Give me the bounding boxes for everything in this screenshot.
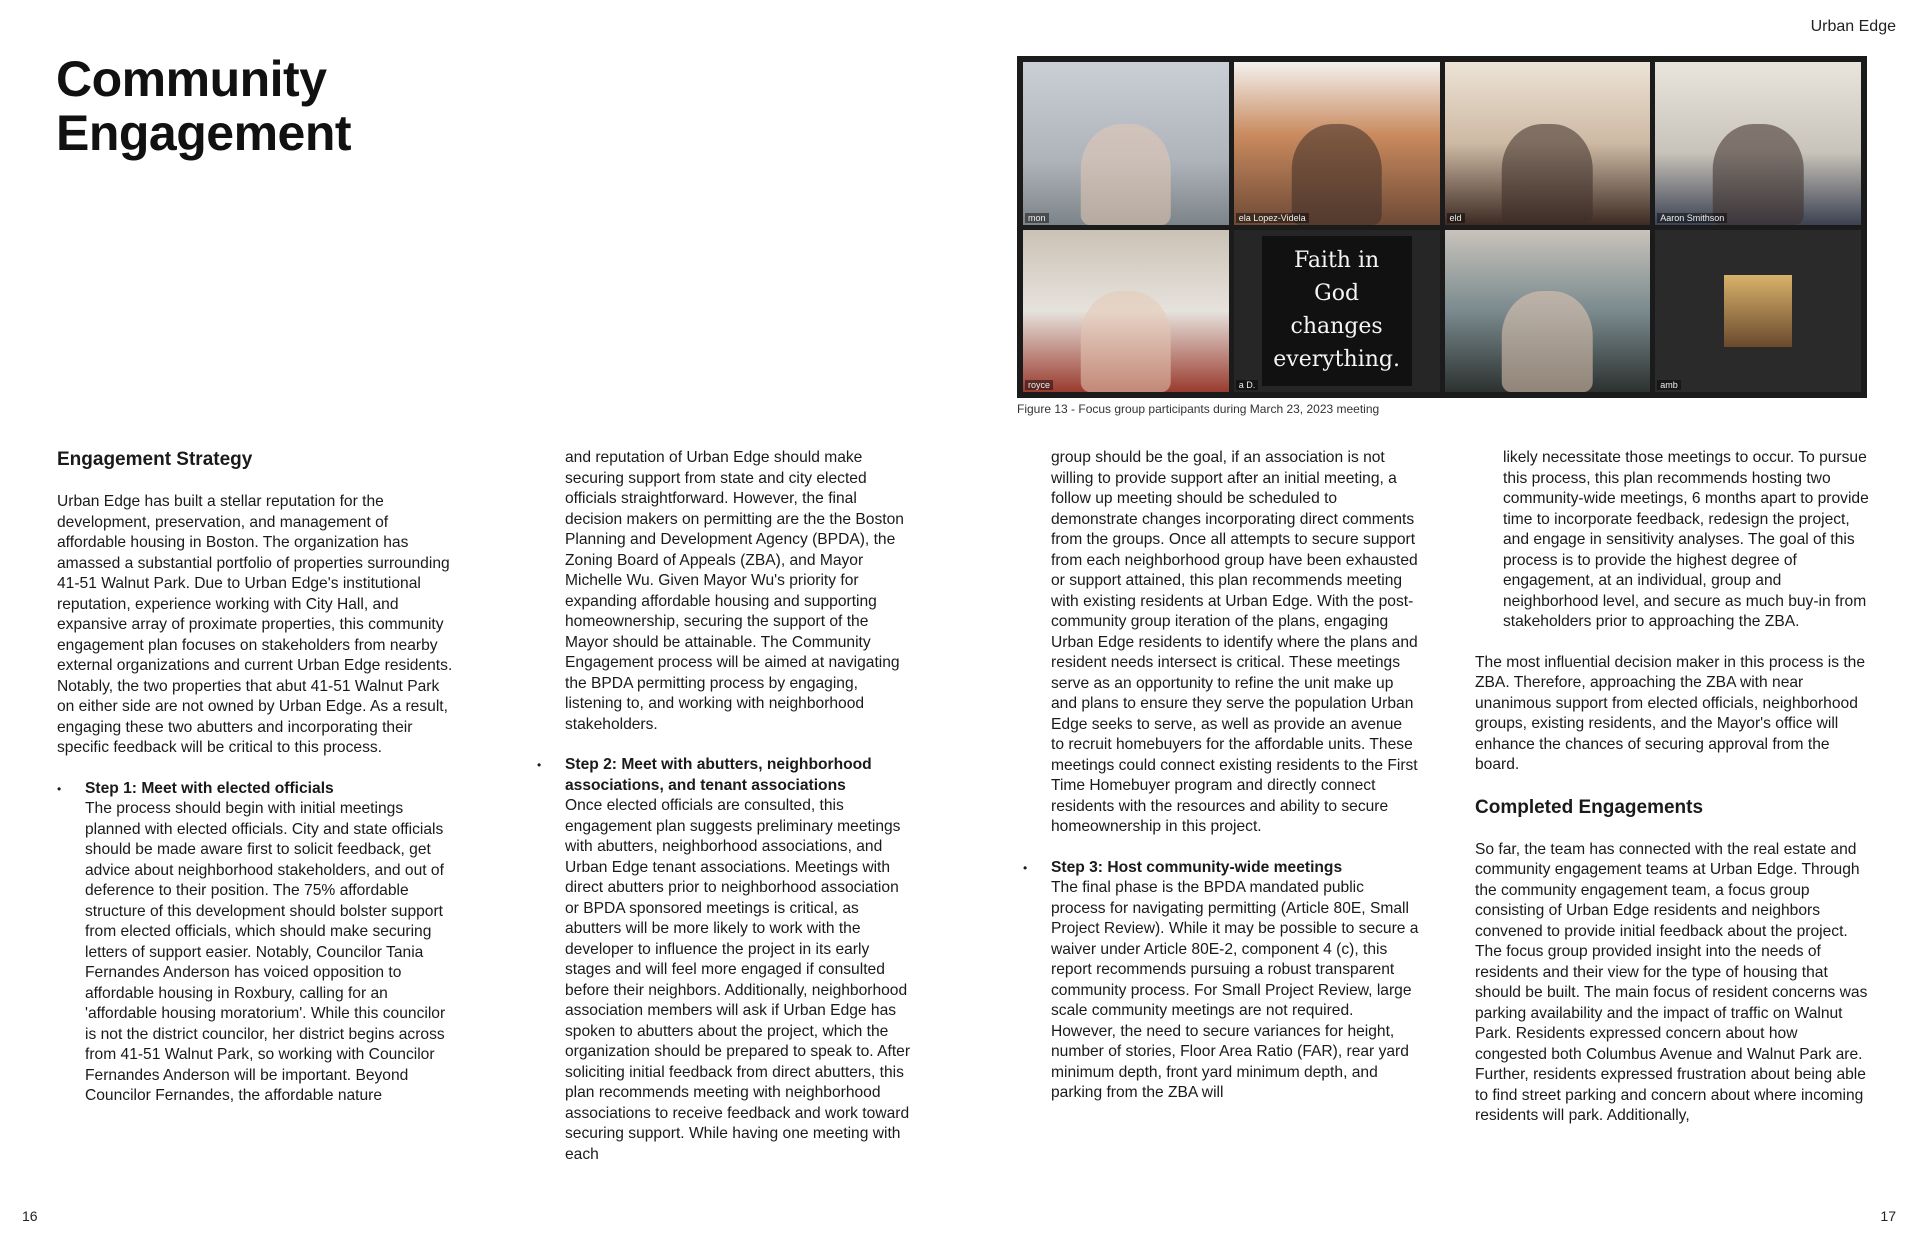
- step-item: [57, 779, 455, 1107]
- section-heading: Completed Engagements: [1475, 796, 1704, 818]
- participant-name: royce: [1025, 380, 1053, 390]
- participant-tile: [1445, 62, 1651, 225]
- participant-tile: [1023, 62, 1229, 225]
- participant-tile: [1234, 230, 1440, 393]
- paragraph: and reputation of Urban Edge should make securing support from state and city elected officials straightforward. However, the final decision makers on permitting are the the Boston Planning and Development Agency (BPDA), the Zoning Board of Appeals (ZBA), and Mayor Michelle Wu. Given Mayor Wu's priority for expanding affordable housing and supporting homeownership, securing the support of the Mayor should be attainable. The Community Engagement process will be aimed at navigating the BPDA permitting process by engaging, listening to, and working with neighborhood stakeholders.: [565, 449, 904, 733]
- text-column-4: [1475, 448, 1871, 1147]
- text-column-3: [1023, 448, 1419, 1124]
- participant-figure: [1081, 291, 1172, 392]
- bullet-icon: •: [537, 758, 542, 772]
- figure-caption: Figure 13 - Focus group participants during March 23, 2023 meeting: [1017, 402, 1380, 416]
- step-item: [537, 755, 913, 1165]
- paragraph: likely necessitate those meetings to occur. To pursue this process, this plan recommends hosting two community-wide meetings, 6 months apart to provide time to incorporate feedback, redesign the project, and engage in sensitivity analyses. The goal of this process is to provide the highest degree of engagement, at an individual, group and neighborhood level, and secure as much buy-in from stakeholders prior to approaching the ZBA.: [1503, 449, 1869, 630]
- brand-header: Urban Edge: [1810, 18, 1896, 35]
- participant-name: amb: [1657, 380, 1681, 390]
- card-line: everything.: [1273, 346, 1400, 372]
- page-number-left: 16: [22, 1208, 38, 1224]
- participant-name: mon: [1025, 213, 1049, 223]
- participant-tile: [1234, 62, 1440, 225]
- text-column-1: [57, 448, 455, 1127]
- participant-figure: [1502, 124, 1593, 225]
- page-title: [56, 52, 351, 160]
- title-line-2: Engagement: [56, 105, 352, 161]
- participant-figure: [1291, 124, 1382, 225]
- card-line: Faith in: [1294, 247, 1380, 273]
- step-text: The process should begin with initial meetings planned with elected officials. City and state officials should be made aware first to solicit feedback, get advice about neighborhood stakeholders, and out of deference to their position. The 75% affordable structure of this development should bolster support from elected officials, which should make securing letters of support easier. Notably, Councilor Tania Fernandes Anderson has voiced opposition to affordable housing in Roxbury, calling for an 'affordable housing moratorium'. While this councilor is not the district councilor, her district begins across from 41-51 Walnut Park, so working with Councilor Fernandes Anderson will be important. Beyond Councilor Fernandes, the affordable nature: [85, 800, 446, 1104]
- card-line: changes: [1290, 313, 1383, 339]
- participant-tile: [1023, 230, 1229, 393]
- step-item: [1023, 858, 1419, 1104]
- section-heading: Engagement Strategy: [57, 449, 253, 470]
- participant-name: eld: [1447, 213, 1465, 223]
- faith-card-image: [1262, 236, 1412, 386]
- step-title: Step 2: Meet with abutters, neighborhood associations, and tenant associations: [565, 756, 872, 794]
- step-text: Once elected officials are consulted, this engagement plan suggests preliminary meetings with abutters, neighborhood associations, and Urban Edge tenant associations. Meetings with direct abutters prior to neighborhood association or BPDA sponsored meetings is critical, as abutters will be more likely to work with the developer to influence the project in its early stages and will feel more engaged if consulted before their neighbors. Additionally, neighborhood association members will ask if Urban Edge has spoken to abutters about the project, which the organization should be prepared to speak to. After soliciting initial feedback from direct abutters, this plan recommends meeting with neighborhood associations to receive feedback and work toward securing support. While having one meeting with each: [565, 797, 911, 1163]
- paragraph: So far, the team has connected with the real estate and community engagement teams at Urban Edge. Through the community engagement team, a focus group consisting of Urban Edge residents and neighbors convened to provide initial feedback about the project. The focus group provided insight into the needs of residents and their view for the type of housing that should be built. The main focus of resident concerns was parking availability and the impact of traffic on Walnut Park. Residents expressed concern about how congested both Columbus Avenue and Walnut Park are. Further, residents expressed frustration about being able to find street parking and concern about where incoming residents will park. Additionally,: [1475, 840, 1868, 1124]
- paragraph: Urban Edge has built a stellar reputation for the development, preservation, and management of affordable housing in Boston. The organization has amassed a substantial portfolio of properties surrounding 41-51 Walnut Park. Due to Urban Edge's institutional reputation, experience working with City Hall, and expansive array of proximate properties, this community engagement plan focuses on stakeholders from nearby external organizations and current Urban Edge residents. Notably, the two properties that abut 41-51 Walnut Park on either side are not owned by Urban Edge. As a result, engaging these two abutters and incorporating their specific feedback will be critical to this process.: [57, 493, 453, 756]
- participant-name: ela Lopez-Videla: [1236, 213, 1309, 223]
- step-text: The final phase is the BPDA mandated public process for navigating permitting (Article 80E, Small Project Review). While it may be possible to secure a waiver under Article 80E-2, component 4 (c), this report recommends pursuing a robust transparent community process. For Small Project Review, large scale community meetings are not required. However, the need to secure variances for height, number of stories, Floor Area Ratio (FAR), rear yard minimum depth, front yard minimum depth, and parking from the ZBA will: [1051, 879, 1419, 1101]
- participant-tile: [1655, 230, 1861, 393]
- step-title: Step 1: Meet with elected officials: [85, 779, 334, 797]
- participant-tile: [1655, 62, 1861, 225]
- bullet-icon: •: [1023, 860, 1028, 875]
- participant-tile: [1445, 230, 1651, 393]
- participant-figure: [1081, 124, 1172, 225]
- paragraph: group should be the goal, if an association is not willing to provide support after an initial meeting, a follow up meeting should be scheduled to demonstrate changes incorporating direct comments from the groups. Once all attempts to secure support from each neighborhood group have been exhausted or support attained, this plan recommends meeting with existing residents at Urban Edge. With the post-community group iteration of the plans, engaging Urban Edge residents to identify where the plans and resident needs intersect is critical. These meetings serve as an opportunity to refine the unit make up and plans to ensure they serve the population Urban Edge seeks to serve, as well as provide an avenue to recruit homebuyers for the affordable units. These meetings could connect existing residents to the First Time Homebuyer program and directly connect residents with the resources and ability to secure homeownership in this project.: [1051, 449, 1418, 835]
- page-number-right: 17: [1880, 1208, 1896, 1224]
- title-line-1: Community: [56, 51, 327, 107]
- participant-name: a D.: [1236, 380, 1259, 390]
- card-line: God: [1314, 280, 1360, 306]
- bullet-icon: •: [57, 781, 62, 796]
- focus-group-photo: [1017, 56, 1867, 398]
- text-column-2: [537, 448, 913, 1185]
- profile-thumbnail: [1724, 275, 1792, 347]
- paragraph: The most influential decision maker in this process is the ZBA. Therefore, approaching the ZBA with near unanimous support from elected officials, neighborhood groups, existing residents, and the Mayor's office will enhance the chances of securing approval from the board.: [1475, 653, 1866, 773]
- participant-figure: [1502, 291, 1593, 392]
- participant-name: Aaron Smithson: [1657, 213, 1727, 223]
- step-title: Step 3: Host community-wide meetings: [1051, 858, 1343, 876]
- participant-figure: [1713, 124, 1804, 225]
